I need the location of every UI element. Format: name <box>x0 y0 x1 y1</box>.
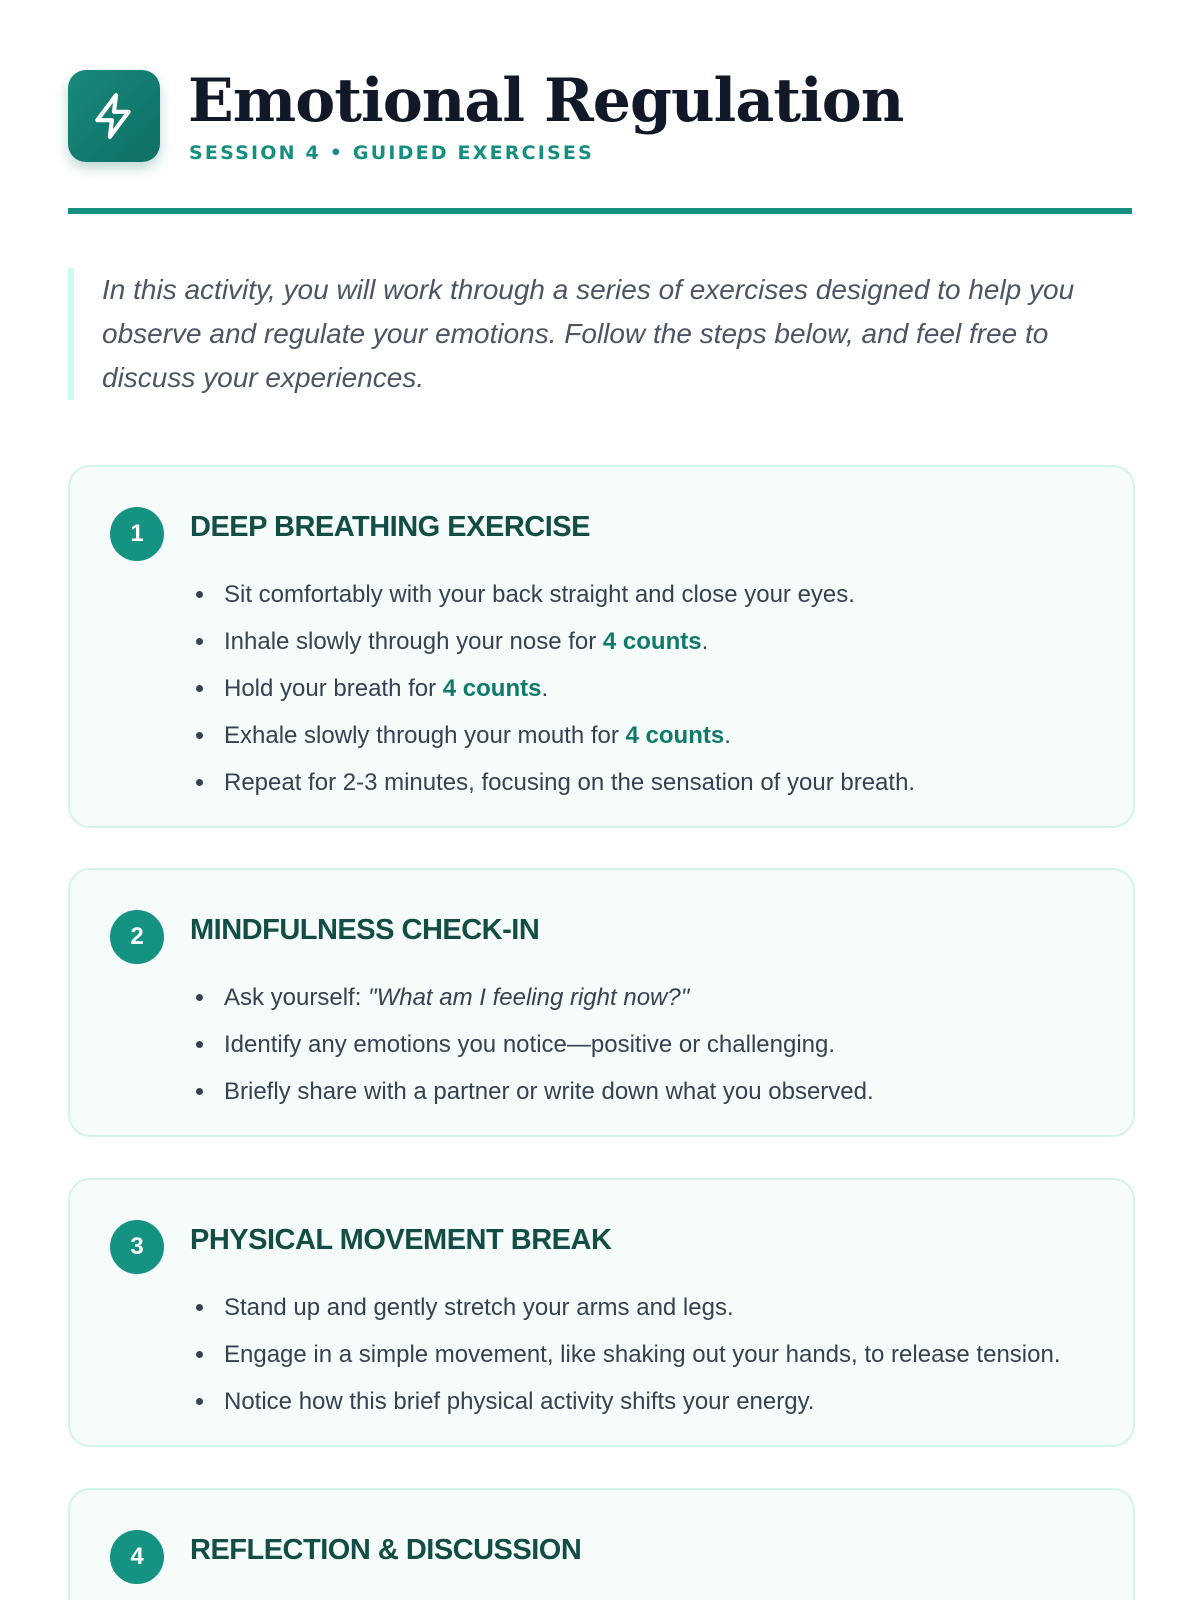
list-item: Notice how this brief physical activity shifts your energy. <box>224 1378 1124 1425</box>
session-subtitle: SESSION 4 • GUIDED EXERCISES <box>189 142 594 164</box>
lightning-bolt-icon <box>89 91 139 141</box>
count-highlight: 4 counts <box>602 628 702 655</box>
exercise-title: DEEP BREATHING EXERCISE <box>190 511 590 543</box>
exercise-title: REFLECTION & DISCUSSION <box>190 1534 582 1566</box>
logo-tile <box>68 70 160 162</box>
exercise-steps <box>190 571 1124 806</box>
step-number-badge: 4 <box>110 1530 164 1584</box>
step-number-badge: 2 <box>110 910 164 964</box>
list-item: Sit comfortably with your back straight and close your eyes. <box>224 571 1124 618</box>
step-number-badge: 3 <box>110 1220 164 1274</box>
count-highlight: 4 counts <box>625 722 725 749</box>
list-item: Exhale slowly through your mouth for 4 counts. <box>224 712 1124 759</box>
intro-text: In this activity, you will work through a series of exercises designed to help you observe and regulate your emotions. Follow the steps below, and feel free to discuss your experiences. <box>68 268 1108 400</box>
exercise-steps <box>190 1284 1124 1425</box>
exercise-title: MINDFULNESS CHECK-IN <box>190 914 540 946</box>
list-item: Ask yourself: "What am I feeling right now?" <box>224 974 1124 1021</box>
list-item: Briefly share with a partner or write down what you observed. <box>224 1068 1124 1115</box>
page-title: Emotional Regulation <box>188 66 904 136</box>
exercise-title: PHYSICAL MOVEMENT BREAK <box>190 1224 612 1256</box>
list-item: Hold your breath for 4 counts. <box>224 665 1124 712</box>
list-item: Identify any emotions you notice—positive or challenging. <box>224 1021 1124 1068</box>
list-item: Inhale slowly through your nose for 4 counts. <box>224 618 1124 665</box>
exercise-card-2 <box>68 868 1135 1137</box>
quoted-question: "What am I feeling right now?" <box>368 984 690 1011</box>
exercise-card-1 <box>68 465 1135 828</box>
count-highlight: 4 counts <box>442 675 542 702</box>
exercise-card-3 <box>68 1178 1135 1447</box>
exercise-card-4 <box>68 1488 1135 1600</box>
header-divider <box>68 208 1132 214</box>
step-number-badge: 1 <box>110 507 164 561</box>
list-item: Repeat for 2-3 minutes, focusing on the sensation of your breath. <box>224 759 1124 806</box>
header <box>68 66 1132 170</box>
list-item: Stand up and gently stretch your arms and legs. <box>224 1284 1124 1331</box>
list-item: Engage in a simple movement, like shaking out your hands, to release tension. <box>224 1331 1124 1378</box>
exercise-steps <box>190 974 1124 1115</box>
